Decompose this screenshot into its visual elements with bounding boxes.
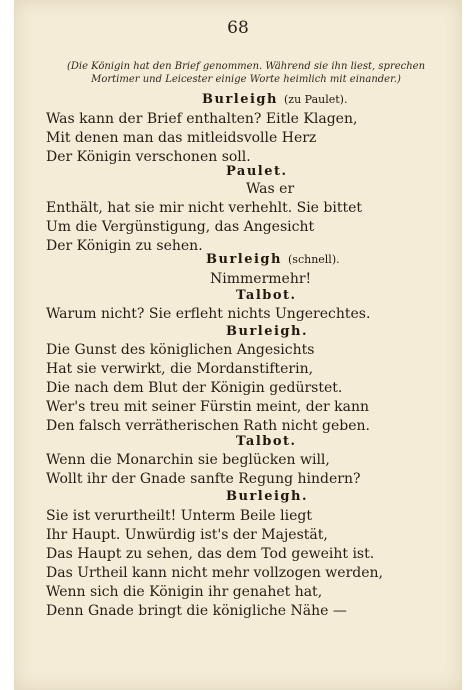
verse-line: Wer's treu mit seiner Fürstin meint, der kann: [46, 399, 370, 415]
verse-line: Den falsch verrätherischen Rath nicht geben.: [46, 418, 370, 434]
verse-line: Nimmermehr!: [210, 271, 312, 287]
verse-line: Wenn die Monarchin sie beglücken will,: [46, 452, 330, 468]
stage-direction: (Die Königin hat den Brief genommen. Während sie ihn liest, sprechen Mortimer und Leicester einige Worte heimlich mit einander.): [66, 61, 426, 85]
verse-line: Ihr Haupt. Unwürdig ist's der Majestät,: [46, 527, 328, 543]
speaker-burleigh: Burleigh.: [226, 324, 309, 339]
verse-line: Denn Gnade bringt die königliche Nähe —: [46, 603, 347, 619]
verse-line: Mit denen man das mitleidsvolle Herz: [46, 130, 317, 146]
verse-line: Wollt ihr der Gnade sanfte Regung hindern?: [46, 471, 361, 487]
page-number: 68: [227, 18, 249, 38]
verse-line: Sie ist verurtheilt! Unterm Beile liegt: [46, 508, 312, 524]
verse-line: Das Haupt zu sehen, das dem Tod geweiht ist.: [46, 546, 375, 562]
speaker-talbot: Talbot.: [236, 434, 297, 449]
verse-line: Der Königin zu sehen.: [46, 238, 203, 254]
verse-line: Warum nicht? Sie erfleht nichts Ungerechtes.: [46, 306, 371, 322]
verse-line: Die Gunst des königlichen Angesichts: [46, 342, 315, 358]
verse-line: Um die Vergünstigung, das Angesicht: [46, 219, 315, 235]
verse-line: Was kann der Brief enthalten? Eitle Klagen,: [46, 111, 358, 127]
verse-line: Die nach dem Blut der Königin gedürstet.: [46, 380, 343, 396]
speaker-burleigh: Burleigh (zu Paulet).: [202, 92, 348, 107]
verse-line: Was er: [246, 181, 295, 197]
verse-line: Der Königin verschonen soll.: [46, 149, 251, 165]
verse-line: Hat sie verwirkt, die Mordanstifterin,: [46, 361, 314, 377]
speaker-burleigh: Burleigh (schnell).: [206, 252, 340, 267]
speaker-talbot: Talbot.: [236, 288, 297, 303]
book-page: [14, 0, 462, 690]
verse-line: Wenn sich die Königin ihr genahet hat,: [46, 584, 323, 600]
speaker-paulet: Paulet.: [226, 164, 288, 179]
verse-line: Das Urtheil kann nicht mehr vollzogen werden,: [46, 565, 383, 581]
speaker-burleigh: Burleigh.: [226, 489, 309, 504]
verse-line: Enthält, hat sie mir nicht verhehlt. Sie bittet: [46, 200, 363, 216]
